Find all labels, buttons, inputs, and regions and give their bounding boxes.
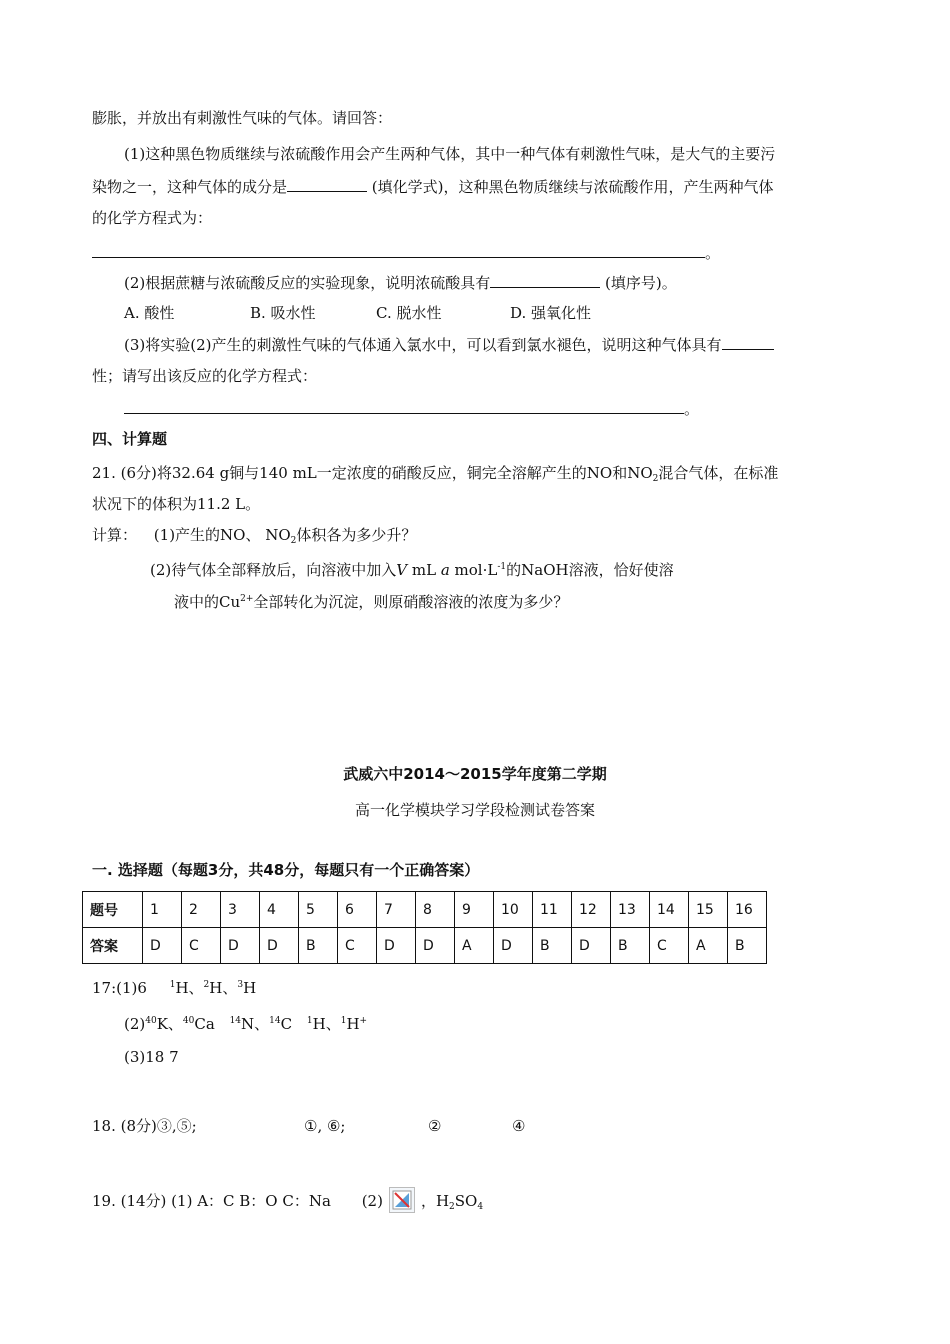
text: C — [280, 1015, 293, 1033]
superscript: 40 — [145, 1016, 157, 1026]
text: H、 — [209, 979, 238, 997]
text: 染物之一，这种气体的成分是 — [92, 178, 288, 196]
text: ，H — [420, 1192, 450, 1210]
answer-cell: A — [689, 928, 728, 964]
answer-cell: C — [650, 928, 689, 964]
image-placeholder-icon — [392, 1190, 412, 1210]
answer-cell: C — [338, 928, 377, 964]
variable-v: V — [396, 561, 408, 579]
question-number-cell: 2 — [182, 892, 221, 928]
question-number-cell: 4 — [260, 892, 299, 928]
variable-a: a — [440, 561, 450, 579]
question-number-cell: 3 — [221, 892, 260, 928]
text: 混合气体，在标准 — [658, 464, 779, 482]
row-label: 答案 — [83, 928, 143, 964]
text: K、 — [156, 1015, 183, 1033]
answer-blank[interactable] — [124, 397, 684, 414]
section-heading: 一. 选择题（每题3分，共48分，每题只有一个正确答案） — [92, 861, 480, 879]
text: 的NaOH溶液，恰好使溶 — [506, 561, 674, 579]
question-21-line-1 — [92, 462, 778, 490]
text: H — [346, 1015, 360, 1033]
question-2-line — [124, 271, 677, 294]
text: 19. (14分) (1) A：C B：O C：Na — [92, 1192, 331, 1210]
question-number-cell: 9 — [455, 892, 494, 928]
text: 全部转化为沉淀，则原硝酸溶液的浓度为多少？ — [253, 593, 569, 611]
answer-17-line-1 — [92, 974, 256, 999]
text: (填序号)。 — [600, 274, 677, 292]
question-number-cell: 10 — [494, 892, 533, 928]
answer-cell: D — [143, 928, 182, 964]
answer-cell: C — [182, 928, 221, 964]
question-number-cell: 11 — [533, 892, 572, 928]
answer-subtitle: 高一化学模块学习学段检测试卷答案 — [354, 801, 595, 819]
superscript: -1 — [497, 562, 507, 572]
text: (2) — [124, 1015, 146, 1033]
text: mol·L — [449, 561, 498, 579]
answer-17-line-2 — [124, 1010, 367, 1035]
text: SO — [454, 1192, 478, 1210]
isotopes — [170, 979, 256, 997]
question-1-line-1: (1)这种黑色物质继续与浓硫酸作用会产生两种气体，其中一种气体有刺激性气味，是大气的主要污 — [124, 145, 776, 163]
question-1-line-3: 的化学方程式为： — [92, 209, 213, 227]
text: 液中的Cu — [174, 593, 241, 611]
image-placeholder-icon — [389, 1187, 415, 1213]
question-number-cell: 1 — [143, 892, 182, 928]
text: H — [243, 979, 257, 997]
subscript: 2 — [449, 1202, 455, 1212]
superscript: 14 — [269, 1016, 281, 1026]
text — [307, 1015, 367, 1033]
text: ② — [428, 1117, 442, 1135]
text: (2)待气体全部释放后，向溶液中加入 — [150, 561, 397, 579]
table-row — [83, 892, 767, 928]
superscript: 1 — [340, 1016, 347, 1026]
superscript: 1 — [169, 980, 176, 990]
calc-line-1 — [92, 524, 416, 552]
calc-line-2 — [150, 556, 674, 581]
question-21-line-2: 状况下的体积为11.2 L。 — [92, 495, 261, 513]
calc-label: 计算： — [92, 526, 138, 544]
equation-line — [92, 241, 720, 264]
subscript: 2 — [652, 474, 659, 484]
answer-cell: D — [572, 928, 611, 964]
superscript: 2 — [203, 980, 210, 990]
option-a: A. 酸性 — [124, 304, 175, 322]
question-number-cell: 15 — [689, 892, 728, 928]
option-d: D. 强氧化性 — [510, 304, 592, 322]
text: (1)6 — [116, 979, 147, 997]
superscript: 3 — [237, 980, 244, 990]
superscript: 40 — [182, 1016, 195, 1026]
answer-cell: B — [611, 928, 650, 964]
text: H、 — [312, 1015, 341, 1033]
text: mL — [407, 561, 441, 579]
text-line: 膨胀，并放出有刺激性气味的气体。请回答： — [92, 109, 393, 127]
answer-19-line — [92, 1187, 483, 1218]
question-number-cell: 14 — [650, 892, 689, 928]
text: (1)产生的NO、 NO — [153, 526, 291, 544]
question-number-cell: 12 — [572, 892, 611, 928]
text: ①, ⑥; — [304, 1117, 346, 1135]
superscript: 1 — [306, 1016, 313, 1026]
calc-line-3 — [174, 588, 568, 613]
subscript: 2 — [290, 536, 297, 546]
text: Ca — [194, 1015, 215, 1033]
period: 。 — [684, 400, 700, 418]
superscript: 14 — [229, 1016, 242, 1026]
question-1-line-2 — [92, 175, 774, 198]
text: 18. (8分)③,⑤; — [92, 1117, 197, 1135]
question-3-line-2: 性；请写出该反应的化学方程式： — [92, 367, 318, 385]
answer-cell: D — [494, 928, 533, 964]
text: ④ — [512, 1117, 526, 1135]
answer-cell: D — [221, 928, 260, 964]
text: 体积各为多少升？ — [296, 526, 417, 544]
question-number-cell: 6 — [338, 892, 377, 928]
text: N、 — [241, 1015, 270, 1033]
question-number-cell: 8 — [416, 892, 455, 928]
text: (2) — [361, 1192, 383, 1210]
question-number-cell: 13 — [611, 892, 650, 928]
superscript: 2+ — [240, 594, 254, 604]
question-3-line-1 — [124, 333, 774, 356]
answer-blank[interactable] — [287, 175, 367, 192]
subscript: 4 — [477, 1202, 484, 1212]
answer-table — [82, 891, 767, 964]
text: (填化学式)，这种黑色物质继续与浓硫酸作用，产生两种气体 — [367, 178, 774, 196]
period: 。 — [705, 244, 721, 262]
answer-17-line-3: (3)18 7 — [124, 1048, 179, 1066]
answer-cell: D — [416, 928, 455, 964]
text: H、 — [175, 979, 204, 997]
text — [230, 1015, 293, 1033]
superscript: + — [359, 1016, 368, 1026]
question-number-cell: 7 — [377, 892, 416, 928]
answer-blank[interactable] — [722, 333, 774, 350]
question-number-cell: 16 — [728, 892, 767, 928]
answer-cell: D — [260, 928, 299, 964]
row-label: 题号 — [83, 892, 143, 928]
answer-cell: D — [377, 928, 416, 964]
answer-18-line — [92, 1115, 526, 1137]
answer-cell: B — [533, 928, 572, 964]
text: (2)根据蔗糖与浓硫酸反应的实验现象，说明浓硫酸具有 — [124, 274, 491, 292]
label: 17: — [92, 979, 117, 997]
answer-cell: B — [728, 928, 767, 964]
equation-line-2 — [124, 397, 699, 420]
answer-blank[interactable] — [490, 271, 600, 288]
answer-blank[interactable] — [92, 241, 705, 258]
text: 21. (6分)将32.64 g铜与140 mL一定浓度的硝酸反应，铜完全溶解产生的NO和NO — [92, 464, 653, 482]
option-b: B. 吸水性 — [250, 304, 316, 322]
answer-cell: B — [299, 928, 338, 964]
option-c: C. 脱水性 — [376, 304, 442, 322]
question-number-cell: 5 — [299, 892, 338, 928]
section-heading: 四、计算题 — [92, 430, 168, 448]
text: (3)将实验(2)产生的刺激性气味的气体通入氯水中，可以看到氯水褪色，说明这种气体具有 — [124, 336, 722, 354]
answer-cell: A — [455, 928, 494, 964]
table-row — [83, 928, 767, 964]
answer-title: 武威六中2014～2015学年度第二学期 — [343, 765, 607, 783]
